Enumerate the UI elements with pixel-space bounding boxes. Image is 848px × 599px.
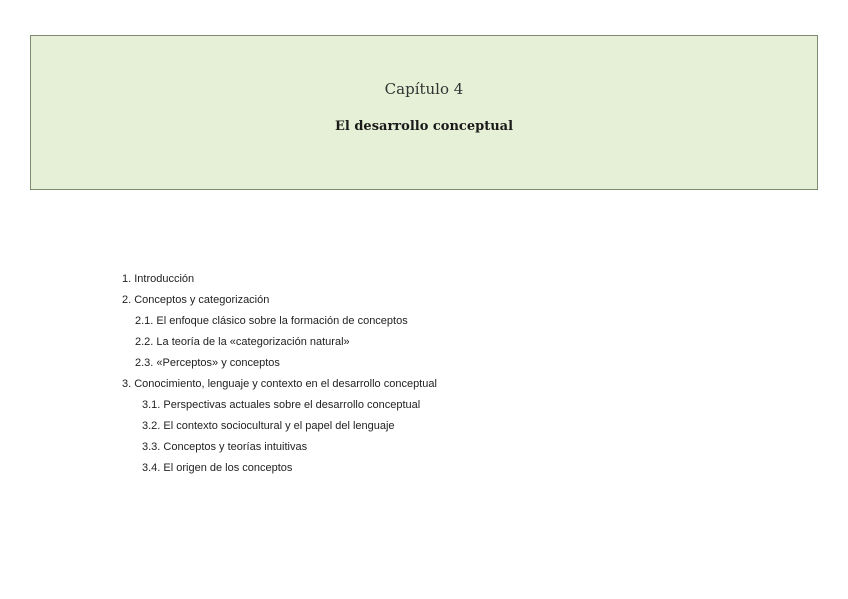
toc-item-2-1: 2.1. El enfoque clásico sobre la formación de conceptos	[135, 315, 408, 327]
toc-item-3-2: 3.2. El contexto sociocultural y el papel del lenguaje	[142, 420, 395, 432]
toc-item-2-2: 2.2. La teoría de la «categorización natural»	[135, 336, 350, 348]
chapter-title: El desarrollo conceptual	[334, 119, 514, 134]
toc-item-2: 2. Conceptos y categorización	[122, 294, 270, 306]
table-of-contents	[122, 272, 437, 482]
toc-item-3-4: 3.4. El origen de los conceptos	[142, 462, 293, 474]
toc-item-3-1: 3.1. Perspectivas actuales sobre el desarrollo conceptual	[142, 399, 421, 411]
chapter-label: Capítulo 4	[384, 80, 464, 98]
toc-item-2-3: 2.3. «Perceptos» y conceptos	[135, 357, 280, 369]
chapter-header-box	[30, 35, 818, 190]
toc-item-1: 1. Introducción	[122, 273, 195, 285]
toc-item-3: 3. Conocimiento, lenguaje y contexto en el desarrollo conceptual	[122, 378, 437, 390]
toc-item-3-3: 3.3. Conceptos y teorías intuitivas	[142, 441, 308, 453]
